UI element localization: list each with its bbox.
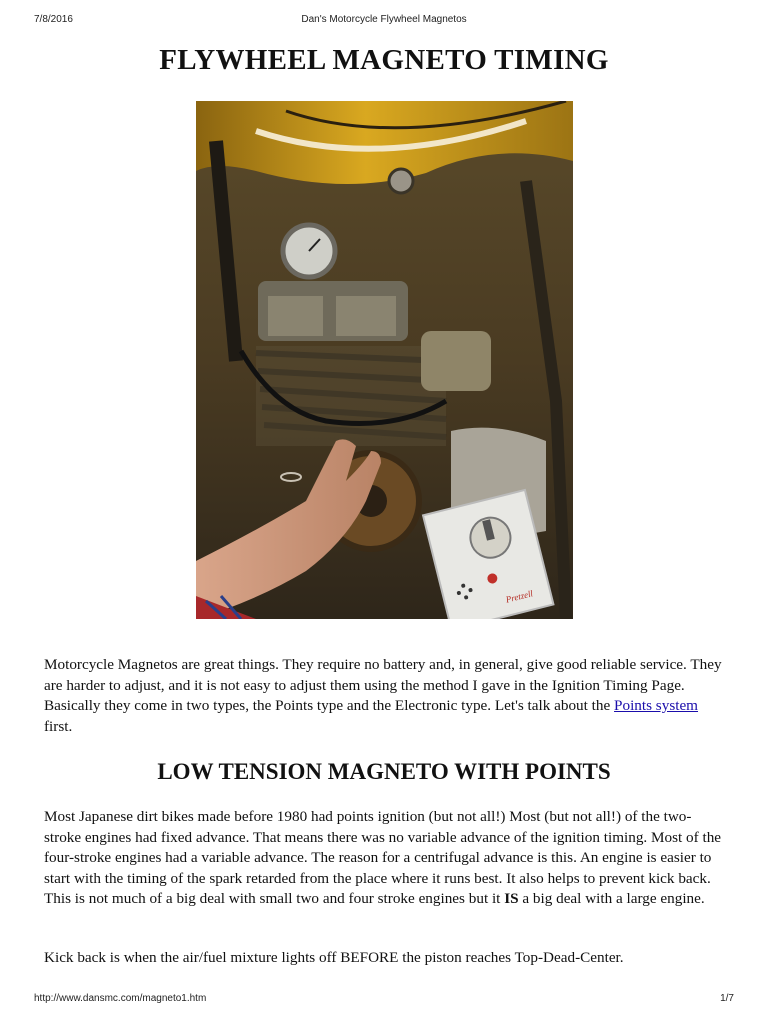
page-title: FLYWHEEL MAGNETO TIMING xyxy=(159,44,609,76)
intro-text-end: first. xyxy=(44,717,73,735)
print-footer xyxy=(34,993,734,1007)
engine-photo xyxy=(196,101,573,619)
emphasis-is: IS xyxy=(504,890,519,907)
points-paragraph xyxy=(44,807,726,910)
points-text-end: a big deal with a large engine. xyxy=(518,890,705,907)
page-number: 1/7 xyxy=(720,993,734,1004)
print-doc-title: Dan's Motorcycle Flywheel Magnetos xyxy=(301,14,467,25)
print-date: 7/8/2016 xyxy=(34,14,73,25)
print-url: http://www.dansmc.com/magneto1.htm xyxy=(34,993,207,1004)
kickback-paragraph: Kick back is when the air/fuel mixture lights off BEFORE the piston reaches Top-Dead-Center. xyxy=(44,949,624,966)
tester-brand: Pretzell xyxy=(504,588,534,605)
points-system-link[interactable]: Points system xyxy=(614,697,699,714)
intro-paragraph xyxy=(44,655,726,737)
intro-text: Motorcycle Magnetos are great things. They require no battery and, in general, give good reliable service. They are harder to adjust, and it is not easy to adjust them using the method I gave in the Ignition Timing Page. Basically they come in two types, the Points type and the Electronic type. Let's talk about the xyxy=(44,656,722,714)
print-header xyxy=(34,14,734,28)
points-text: Most Japanese dirt bikes made before 1980 had points ignition (but not all!) Most (but not all!) of the two-stroke engines had fixed advance. That means there was no variable advance of the ignition timing. Most of the four-stroke engines had a variable advance. The reason for a centrifugal advance is this. An engine is easier to start with the timing of the spark retarded from the place where it runs best. It also helps to prevent kick back. This is not much of a big deal with small two and four stroke engines but it xyxy=(44,808,722,907)
section-heading: LOW TENSION MAGNETO WITH POINTS xyxy=(157,759,611,784)
